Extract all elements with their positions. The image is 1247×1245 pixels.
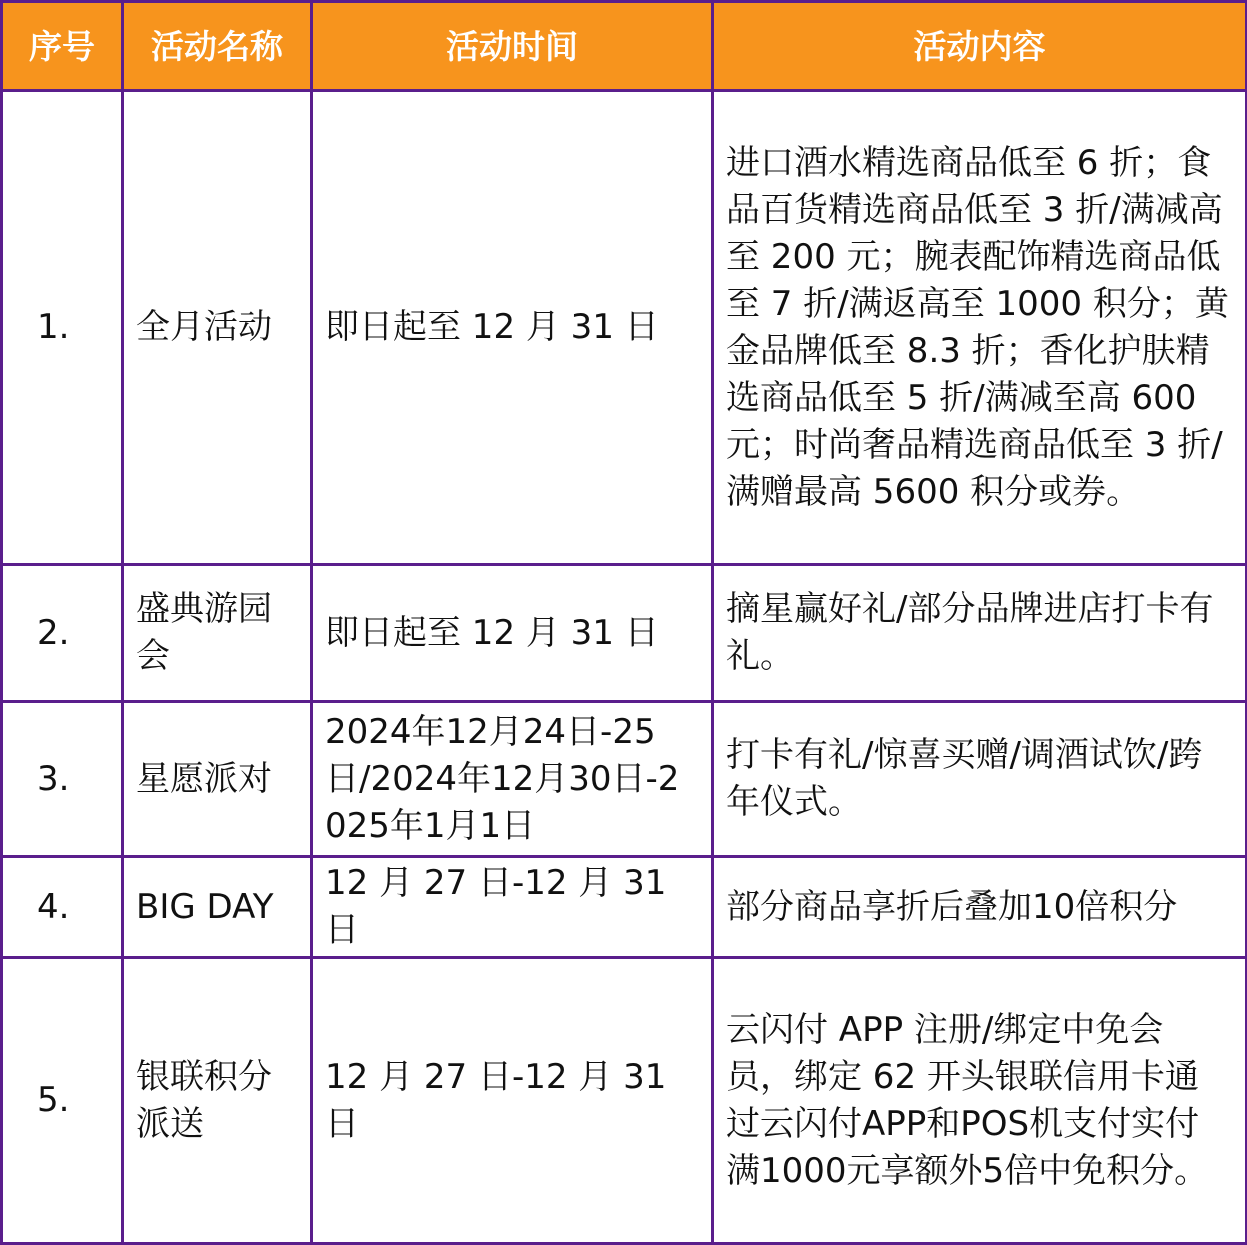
cell-content: 部分商品享折后叠加10倍积分 xyxy=(713,857,1247,958)
header-time: 活动时间 xyxy=(312,2,713,91)
cell-name: BIG DAY xyxy=(123,857,312,958)
cell-name: 星愿派对 xyxy=(123,702,312,857)
cell-no: 1. xyxy=(2,91,123,565)
cell-name: 盛典游园会 xyxy=(123,565,312,702)
header-name: 活动名称 xyxy=(123,2,312,91)
cell-time: 12 月 27 日-12 月 31 日 xyxy=(312,857,713,958)
cell-no: 3. xyxy=(2,702,123,857)
table-row xyxy=(2,857,1247,958)
cell-name: 全月活动 xyxy=(123,91,312,565)
cell-time: 即日起至 12 月 31 日 xyxy=(312,91,713,565)
cell-time: 12 月 27 日-12 月 31 日 xyxy=(312,958,713,1244)
cell-content: 云闪付 APP 注册/绑定中免会员，绑定 62 开头银联信用卡通过云闪付APP和POS机支付实付满1000元享额外5倍中免积分。 xyxy=(713,958,1247,1244)
cell-no: 4. xyxy=(2,857,123,958)
cell-content: 摘星赢好礼/部分品牌进店打卡有礼。 xyxy=(713,565,1247,702)
table-row xyxy=(2,91,1247,565)
header-content: 活动内容 xyxy=(713,2,1247,91)
cell-no: 2. xyxy=(2,565,123,702)
cell-time: 即日起至 12 月 31 日 xyxy=(312,565,713,702)
table-row xyxy=(2,565,1247,702)
table-header-row xyxy=(2,2,1247,91)
header-no: 序号 xyxy=(2,2,123,91)
cell-time: 2024年12月24日-25日/2024年12月30日-2025年1月1日 xyxy=(312,702,713,857)
cell-name: 银联积分派送 xyxy=(123,958,312,1244)
table-row xyxy=(2,702,1247,857)
cell-content: 打卡有礼/惊喜买赠/调酒试饮/跨年仪式。 xyxy=(713,702,1247,857)
cell-no: 5. xyxy=(2,958,123,1244)
table-row xyxy=(2,958,1247,1244)
cell-content: 进口酒水精选商品低至 6 折；食品百货精选商品低至 3 折/满减高至 200 元；腕表配饰精选商品低至 7 折/满返高至 1000 积分；黄金品牌低至 8.3 折；香化护肤精选商品低至 5 折/满减至高 600 元；时尚奢品精选商品低至 3 折/满赠最高 5600 积分或券。 xyxy=(713,91,1247,565)
